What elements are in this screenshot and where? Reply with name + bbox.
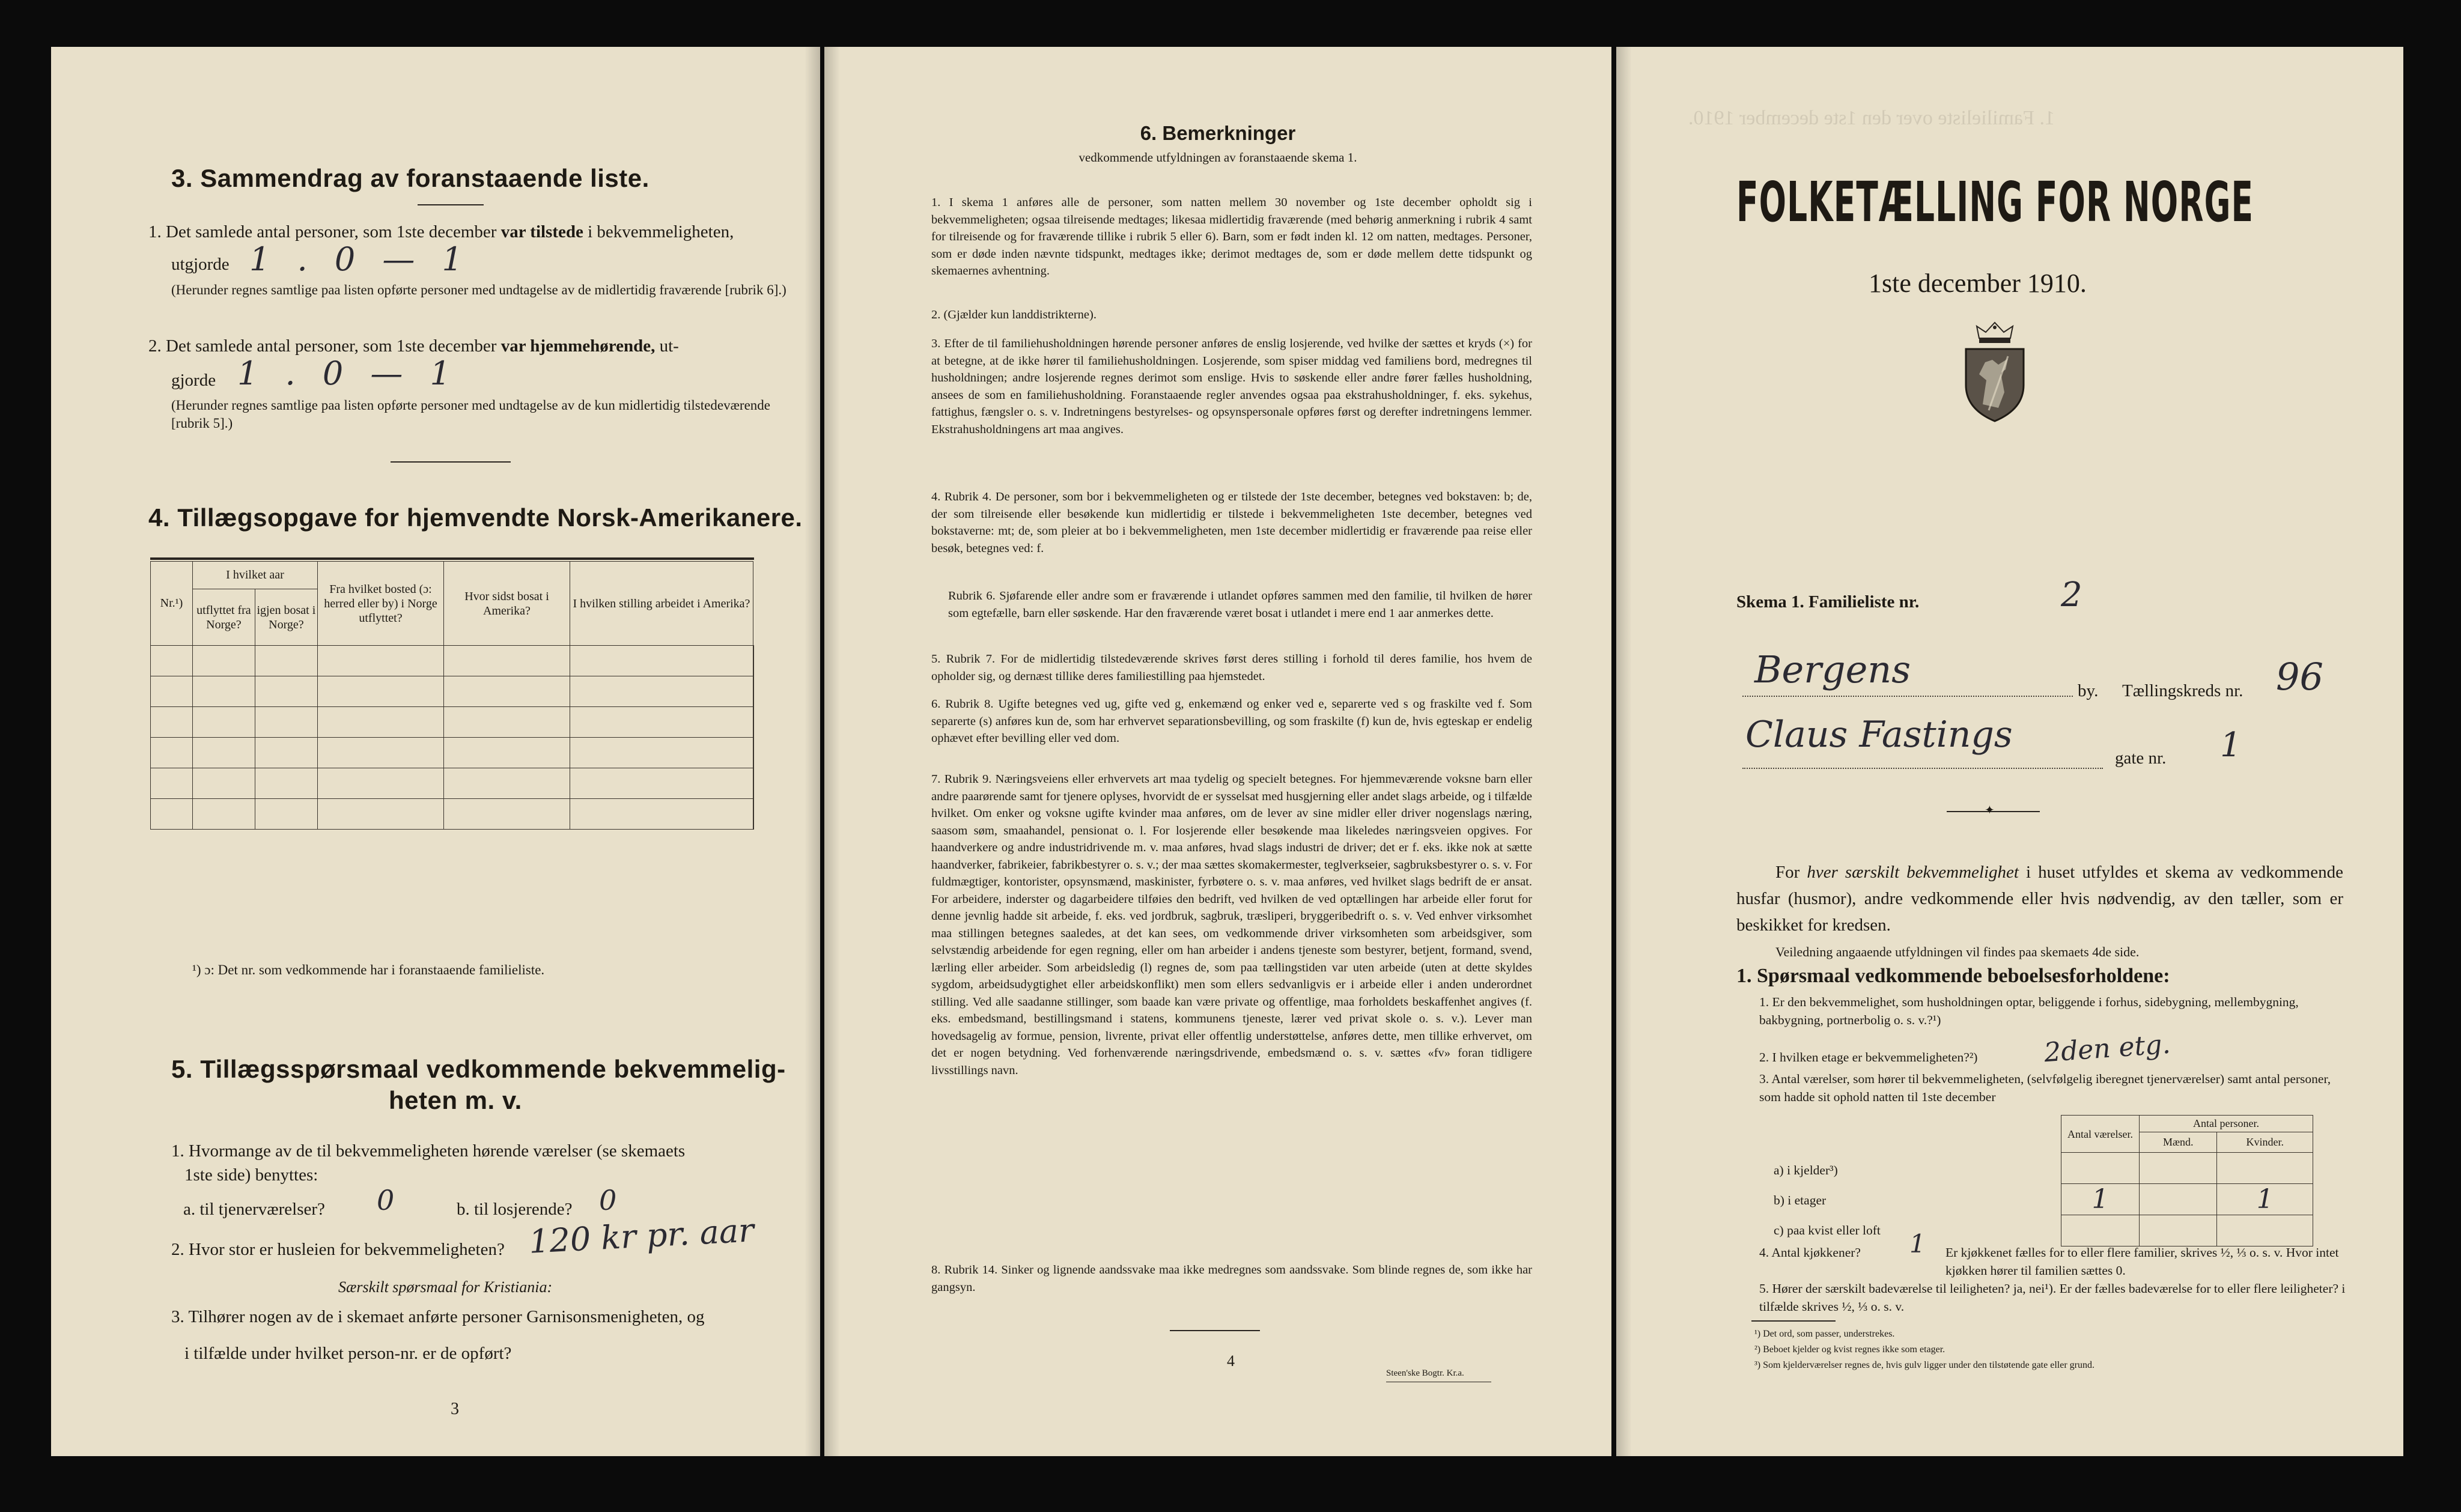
printer-mark: Steen'ske Bogtr. Kr.a. <box>1386 1368 1464 1378</box>
s5-q1-lodgers-value[interactable]: 0 <box>599 1184 617 1216</box>
intro-paragraph <box>1736 859 2343 938</box>
col-year-group: I hvilket aar <box>193 562 318 589</box>
krets-label: Tællingskreds nr. <box>2122 681 2243 700</box>
norwegian-coat-of-arms-icon <box>1959 320 2031 424</box>
s3-item1-label: utgjorde <box>171 255 230 274</box>
table-row <box>2061 1153 2313 1184</box>
guide-note: Veiledning angaaende utfyldningen vil findes paa skemaets 4de side. <box>1775 944 2140 959</box>
table-row <box>151 738 754 768</box>
women-attic[interactable] <box>2217 1215 2313 1246</box>
skema-label <box>1736 589 1919 615</box>
s5-q3-line1: 3. Tilhører nogen av de i skemaet anførte personer Garnisonsmenigheten, og <box>171 1307 705 1326</box>
row-label-attic: c) paa kvist eller loft <box>1774 1223 1881 1237</box>
remark-7: 7. Rubrik 9. Næringsveiens eller erhvervets art maa tydelig og specielt betegnes. For hjemmeværende voksne barn eller andre paarørende samt for tjenere oplyses, hvorvidt de er sysselsat med husgjerning eller andet slags arbeide, og i tilfælde hvilket. Om enker og voksne ugifte kvinder maa anføres, om de lever av sine midler eller driver nogenslags næring, saasom søm, smaahandel, pensionat o. l. For losjerende eller besøkende maa likeledes næringsveien opgives. For haandverkere og andre industridrivende m. v. maa anføres, hvad slags industri de driver; det er f. eks. ikke nok at sætte haandverker, fabrikeier, fabrikbestyrer o. s. v.; der maa sættes skomakermester, teglverkseier, sagbruksbestyrer o. s. v. For fuldmægtiger, kontorister, opsynsmænd, maskinister, fyrbøtere o. s. v. maa anføres, ved hvilket slags bedrift de er ansat. For arbeidere, inderster og dagarbeidere tilføies den bedrift, ved hvilken de ved optællingen har arbeide eller forut for denne jevnlig hadde sit arbeide, f. eks. ved jordbruk, sagbruk, træsliperi, bryggeribedrift o. s. v. Ved enhver virksomhet maa stillingen betegnes saaledes, at det kan sees, om vedkommende driver virksomheten som arbeidsgiver, som selvstændig arbeidende for egen regning, eller om han arbeider i andens tjeneste som bestyrer, betjent, formand, svend, lærling eller arbeider. Som arbeidsledig (l) regnes de, som paa tællingstiden var uten arbeide (uten at dette skyldes sygdom, arbeidsudygtighet eller arbeidskonflikt) men som ellers sedvanligvis er i arbeide eller i anden underordnet stilling. Ved alle saadanne stillinger, som baade kan være private og offentlige, maa forholdets beskaffenhet angives (f. eks. embedsmand, bestillingsmand i statens, kommunens tjeneste, lærer ved privat skole o. s. v.). Lever man hovedsagelig av formue, pension, livrente, privat eller offentlig understøttelse, anføres dette, men tillike erhvervet, om det er nogen betydning. Ved forhenværende næringsdrivende, embedsmænd o. s. v. sættes «fv» foran tidligere livsstillings navn. <box>931 773 1532 1077</box>
street-value[interactable]: Claus Fastings <box>1745 714 2013 756</box>
s3-item2-bold: var hjemmehørende, <box>500 336 656 356</box>
norsk-amerikanere-table <box>150 561 754 830</box>
remark-1: 1. I skema 1 anføres alle de personer, som natten mellem 30 november og 1ste december opholdt sig i bekvemmeligheten; ogsaa tilreisende medtages; likesaa midlertidig fraværende (med behørig anmerkning i rubrik 4 samt for tilreisende og for fraværende tillike i rubrik 5 eller 6). Barn, som er født inden kl. 12 om natten, medtages. Personer, som er døde inden nævnte tidspunkt, medtages ikke; derimot medtages de, som er døde mellem dette tidspunkt og skemaernes avhentning. <box>931 196 1532 278</box>
section-5-heading-2: heten m. v. <box>389 1086 522 1114</box>
s5-q1-lodgers-label: b. til losjerende? <box>457 1200 573 1219</box>
women-floors[interactable]: 1 <box>2217 1184 2313 1215</box>
row-label-cellar: a) i kjelder³) <box>1774 1163 1838 1177</box>
gate-value[interactable]: 1 <box>2220 726 2242 765</box>
s3-item1-note: (Herunder regnes samtlige paa listen opførte personer med undtagelse av de midlertidig fraværende [rubrik 6].) <box>171 282 786 297</box>
gate-label: gate nr. <box>2115 748 2167 768</box>
question-5: 5. Hører der særskilt badeværelse til leiligheten? ja, nei¹). Er der fælles badeværelse for to eller flere leiligheter? i tilfælde skrives ½, ⅓ o. s. v. <box>1759 1281 2346 1314</box>
col-persons: Antal personer. <box>2140 1116 2313 1132</box>
women-cellar[interactable] <box>2217 1153 2313 1184</box>
remark-4: 4. Rubrik 4. De personer, som bor i bekvemmeligheten og er tilstede der 1ste december, betegnes ved bokstaven: b; de, der som tilreisende eller besøkende kun midlertidig er tilstede i bekvemmeligheten 1ste december, betegnes ved bokstaverne: mt; de, som pleier at bo i bekvemmeligheten, men 1ste december midlertidig er fraværende paa reise eller besøk, betegnes ved: f. <box>931 490 1532 555</box>
footnote-1: ¹) Det ord, som passer, understrekes. <box>1754 1329 1895 1339</box>
table-row <box>151 707 754 738</box>
table-row <box>2061 1184 2313 1215</box>
table-row <box>151 646 754 676</box>
city-label: by. <box>2078 681 2099 700</box>
krets-value[interactable]: 96 <box>2276 655 2323 699</box>
s3-item2-note: (Herunder regnes samtlige paa listen opførte personer med undtagelse av de kun midlertidig tilstedeværende [rubrik 5].) <box>171 398 770 431</box>
remark-2: 2. (Gjælder kun landdistrikterne). <box>931 308 1097 321</box>
census-title: FOLKETÆLLING FOR NORGE <box>1736 170 2254 234</box>
remark-3: 3. Efter de til familiehusholdningen hørende personer anføres de enslig losjerende, ved hvilke der sættes et kryds (×) for at betegne, at de ikke hører til familiehusholdningen. Losjerende, som spiser middag ved familiens bord, medregnes til husholdningen; andre losjerende regnes derimot som enslige. Hvis to søskende eller andre fører fælles husholdning, ansees de som en familiehusholdning. Foranstaaende regler anvendes ogsaa paa ekstrahusholdninger, f. eks. sykehus, fattighus, fængsler o. s. v. Indretningens bestyrelses- og opsynspersonale opføres først og derefter indretningens lemmer. Ekstrahusholdningens art maa angives. <box>931 337 1532 436</box>
question-3: 3. Antal værelser, som hører til bekvemmeligheten, (selvfølgelig iberegnet tjenerværelser) samt antal personer, som hadde sit ophold natten til 1ste december <box>1759 1072 2331 1104</box>
s4-footnote: ¹) ɔ: Det nr. som vedkommende har i foranstaaende familieliste. <box>192 962 545 977</box>
question-4-label: 4. Antal kjøkkener? <box>1759 1245 1861 1260</box>
remark-8: 8. Rubrik 14. Sinker og lignende aandssvake maa ikke medregnes som aandssvake. Som blinde regnes de, som ikke har gangsyn. <box>931 1263 1532 1294</box>
section-divider <box>391 461 511 463</box>
s3-item1-value[interactable]: 1 . 0 — 1 <box>249 240 471 278</box>
s5-q3-line2: i tilfælde under hvilket person-nr. er de opført? <box>184 1344 512 1363</box>
page-4 <box>824 47 1611 1456</box>
familieliste-number[interactable]: 2 <box>2061 575 2082 615</box>
question-2-value[interactable]: 2den etg. <box>2043 1028 2171 1069</box>
census-date: 1ste december 1910. <box>1869 269 2087 298</box>
col-nr: Nr.¹) <box>151 562 193 646</box>
s5-kristiania-label: Særskilt spørsmaal for Kristiania: <box>338 1278 553 1296</box>
table-row <box>151 768 754 799</box>
rooms-persons-table <box>2061 1115 2313 1246</box>
rooms-floors[interactable]: 1 <box>2061 1184 2140 1215</box>
remarks-end-rule <box>1170 1330 1260 1331</box>
remark-6: 6. Rubrik 8. Ugifte betegnes ved ug, gifte ved g, enkemænd og enker ved e, separerte ved s og fraskilte ved f. Som separerte (s) anføres kun de, som har erhvervet separationsbevilling, og som fraskilte (f) kun de, hvis egteskap er endelig ophævet efter bevilling eller ved dom. <box>931 697 1532 745</box>
table-row <box>2061 1215 2313 1246</box>
footnote-3: ³) Som kjelderværelser regnes de, hvis gulv ligger under den tilstøtende gate eller grund. <box>1754 1360 2094 1370</box>
s5-q1-line1: 1. Hvormange av de til bekvemmeligheten hørende værelser (se skemaets <box>171 1141 686 1161</box>
intro-text-end: i huset utfyldes et skema av vedkommende husfar (husmor), andre vedkommende eller hvis nødvendig, av den tæller, som er beskikket for kredsen. <box>1736 863 2343 935</box>
col-women: Kvinder. <box>2217 1132 2313 1153</box>
men-attic[interactable] <box>2140 1215 2217 1246</box>
s5-q2-label: 2. Hvor stor er husleien for bekvemmeligheten? <box>171 1240 505 1259</box>
city-value[interactable]: Bergens <box>1754 648 1911 691</box>
men-cellar[interactable] <box>2140 1153 2217 1184</box>
remarks-heading: 6. Bemerkninger <box>1140 122 1296 144</box>
table-row <box>151 676 754 707</box>
city-line <box>1742 696 2073 697</box>
s3-item1-text-end: i bekvemmeligheten, <box>588 222 734 241</box>
rooms-attic[interactable] <box>2061 1215 2140 1246</box>
s5-q1-servants-value[interactable]: 0 <box>377 1184 395 1216</box>
s3-item1-bold: var tilstede <box>500 222 583 241</box>
table-top-rule <box>150 557 754 560</box>
remark-5: 5. Rubrik 7. For de midlertidig tilstedeværende skrives først deres stilling i forhold til deres familie, hos hvem de opholder sig, og dernæst tillike deres familiestilling paa hjemstedet. <box>931 652 1532 683</box>
s3-item1-text: 1. Det samlede antal personer, som 1ste december <box>148 222 497 241</box>
page-fold-shadow <box>824 47 840 1456</box>
col-emigrated: utflyttet fra Norge? <box>193 589 255 646</box>
heading-rule <box>418 204 484 205</box>
intro-emphasis: hver særskilt bekvemmelighet <box>1807 863 2019 882</box>
question-4-value[interactable]: 1 <box>1909 1229 1926 1258</box>
footnote-rule <box>1751 1320 1836 1322</box>
remark-4-rubrik-6: Rubrik 6. Sjøfarende eller andre som er fraværende i utlandet opføres sammen med den familie, til hvilken de hører som egtefælle, barn eller søskende. Har den fraværende været bosat i utlandet i mere end 1 aar anmerkes dette. <box>948 589 1532 620</box>
men-floors[interactable] <box>2140 1184 2217 1215</box>
question-4-note: Er kjøkkenet fælles for to eller flere familier, skrives ½, ⅓ o. s. v. Hvor intet kjøkken hører til familien sættes 0. <box>1945 1245 2339 1278</box>
col-rooms: Antal værelser. <box>2061 1116 2140 1153</box>
table-row <box>151 799 754 830</box>
col-returned: igjen bosat i Norge? <box>255 589 317 646</box>
col-position: I hvilken stilling arbeidet i Amerika? <box>570 562 753 646</box>
col-america: Hvor sidst bosat i Amerika? <box>443 562 570 646</box>
ornament-icon: ✦ <box>1985 803 1995 817</box>
s3-item2-text-end: ut- <box>659 336 679 356</box>
s5-q2-value[interactable]: 120 kr pr. aar <box>528 1211 755 1261</box>
question-1: 1. Er den bekvemmelighet, som husholdningen optar, beliggende i forhus, sidebygning, mellembygning, bakbygning, portnerbolig o. s. v.?¹) <box>1759 995 2299 1027</box>
remarks-subheading: vedkommende utfyldningen av foranstaaende skema 1. <box>1078 150 1357 165</box>
section-3-heading: 3. Sammendrag av foranstaaende liste. <box>171 164 649 192</box>
page-fold-shadow <box>805 47 820 1456</box>
col-men: Mænd. <box>2140 1132 2217 1153</box>
page-3 <box>51 47 820 1456</box>
page-fold-shadow <box>1616 47 1632 1456</box>
cover-page <box>1616 47 2403 1456</box>
rooms-cellar[interactable] <box>2061 1153 2140 1184</box>
street-line <box>1742 768 2103 769</box>
s5-q1-servants-label: a. til tjenerværelser? <box>183 1200 325 1219</box>
s3-item2-label: gjorde <box>171 371 216 390</box>
question-2-label: 2. I hvilken etage er bekvemmeligheten?²) <box>1759 1050 1978 1064</box>
questions-heading: 1. Spørsmaal vedkommende beboelsesforholdene: <box>1736 965 2170 987</box>
col-from: Fra hvilket bosted (ɔ: herred eller by) i Norge utflyttet? <box>317 562 443 646</box>
skema-label-text: Skema 1. Familieliste nr. <box>1736 592 1920 612</box>
s3-item2-value[interactable]: 1 . 0 — 1 <box>237 354 459 392</box>
s3-item2-text: 2. Det samlede antal personer, som 1ste december <box>148 336 497 356</box>
bleed-through-text: 1. Familieliste over den 1ste december 1910. <box>1688 107 2055 129</box>
page-number: 4 <box>1227 1352 1235 1370</box>
row-label-floors: b) i etager <box>1774 1193 1827 1207</box>
footnote-2: ²) Beboet kjelder og kvist regnes ikke som etager. <box>1754 1344 1945 1355</box>
s5-q1-line2: 1ste side) benyttes: <box>184 1165 318 1185</box>
page-number: 3 <box>451 1400 459 1418</box>
section-5-heading-1: 5. Tillægsspørsmaal vedkommende bekvemmelig- <box>171 1055 786 1083</box>
intro-text: For <box>1775 863 1800 882</box>
s3-item1-line1 <box>148 220 797 244</box>
section-4-heading: 4. Tillægsopgave for hjemvendte Norsk-Amerikanere. <box>148 503 803 532</box>
